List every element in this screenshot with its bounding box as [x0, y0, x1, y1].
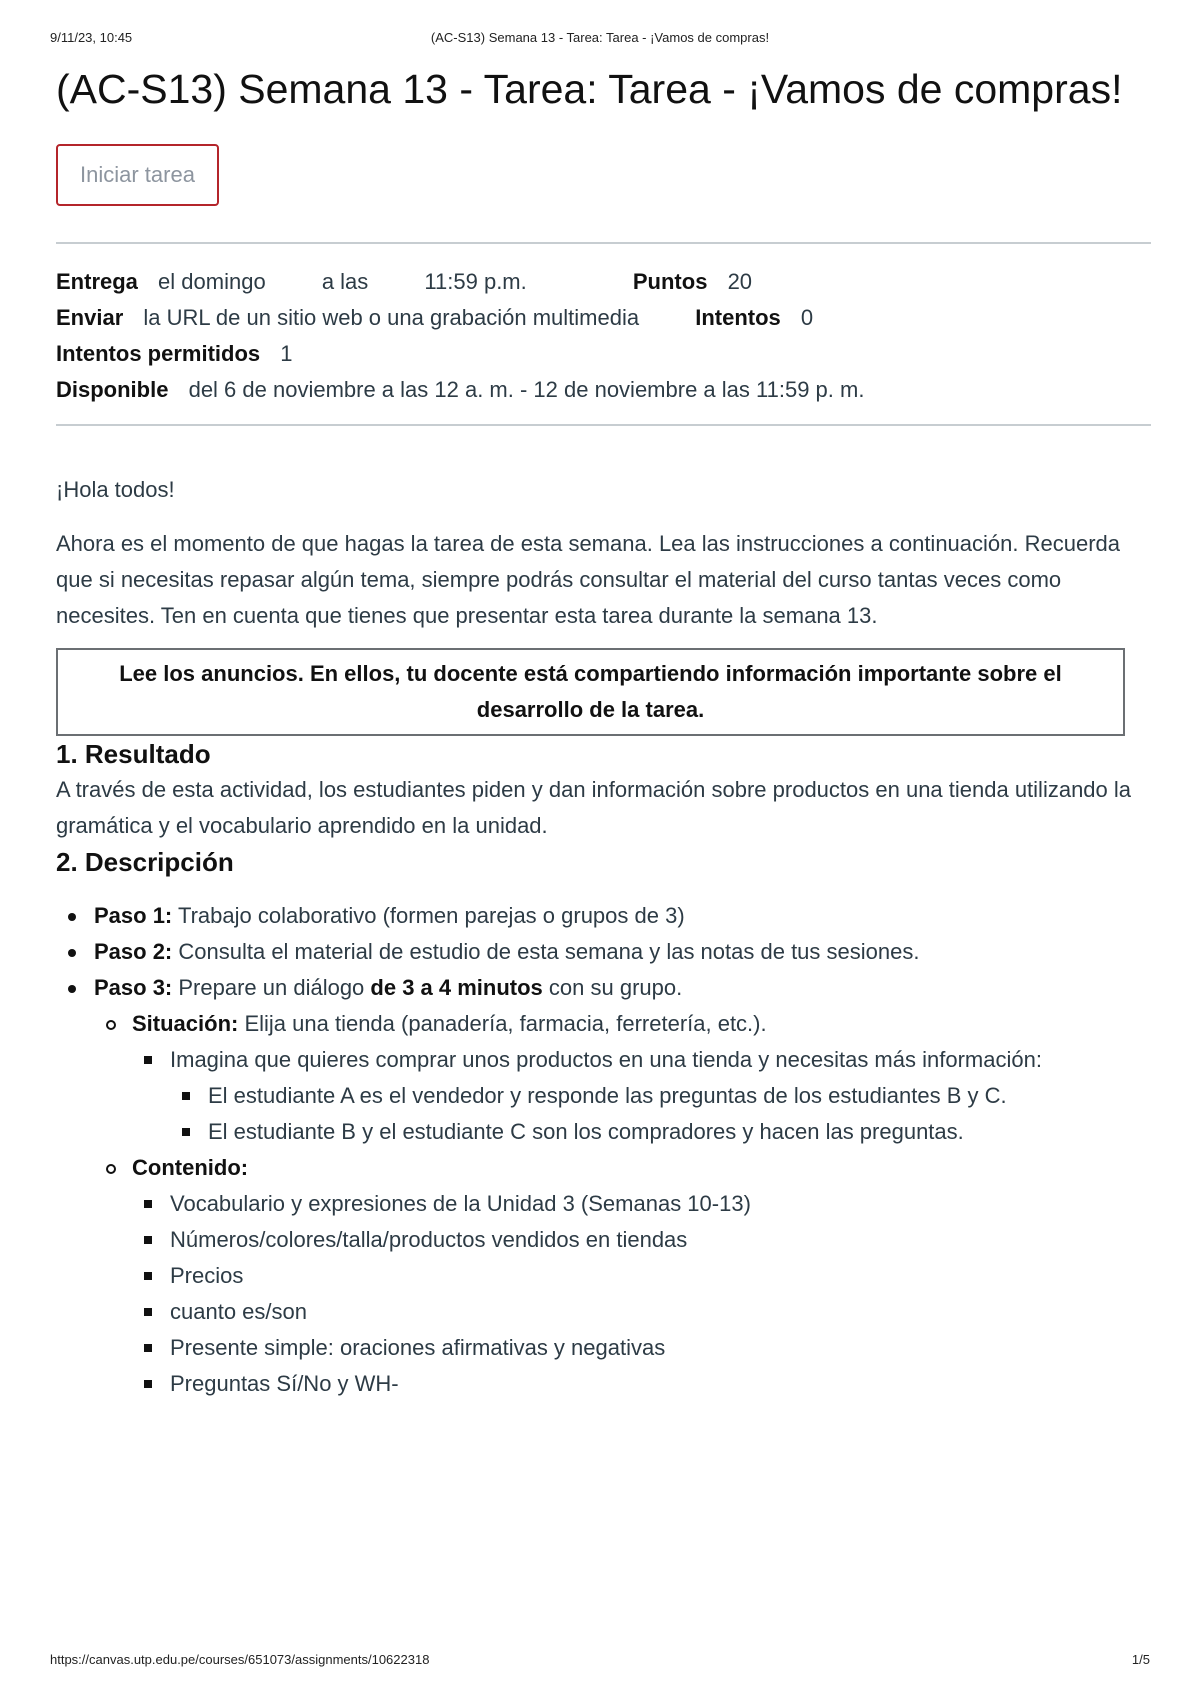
list-item [94, 1006, 1151, 1150]
list-item: Precios [132, 1258, 1151, 1294]
situation-sublist [132, 1042, 1151, 1150]
situation-label: Situación: [132, 1011, 239, 1036]
step-label: Paso 2: [94, 939, 173, 964]
list-item [56, 934, 1151, 970]
list-item: Presente simple: oraciones afirmativas y negativas [132, 1330, 1151, 1366]
steps-list [56, 898, 1151, 1402]
available-value: del 6 de noviembre a las 12 a. m. - 12 de noviembre a las 11:59 p. m. [188, 377, 865, 402]
attempts-value: 0 [800, 305, 814, 330]
list-item: Vocabulario y expresiones de la Unidad 3 (Semanas 10-13) [132, 1186, 1151, 1222]
divider [56, 424, 1151, 426]
step-text: Consulta el material de estudio de esta semana y las notas de tus sesiones. [172, 939, 920, 964]
list-item [56, 970, 1151, 1402]
list-item [132, 1042, 1151, 1150]
step-text: Trabajo colaborativo (formen parejas o grupos de 3) [172, 903, 685, 928]
list-item: Preguntas Sí/No y WH- [132, 1366, 1151, 1402]
points-value: 20 [727, 269, 753, 294]
assignment-details [56, 244, 1151, 424]
points-label: Puntos [632, 269, 708, 294]
due-time: 11:59 p.m. [424, 269, 527, 294]
due-at: a las [321, 269, 369, 294]
list-item: El estudiante A es el vendedor y responde las preguntas de los estudiantes B y C. [170, 1078, 1151, 1114]
page-number: 1/5 [1131, 1652, 1150, 1667]
available-label: Disponible [56, 377, 169, 402]
list-item: El estudiante B y el estudiante C son los compradores y hacen las preguntas. [170, 1114, 1151, 1150]
details-row-available [56, 372, 1151, 408]
announcement-notice: Lee los anuncios. En ellos, tu docente está compartiendo información importante sobre el desarrollo de la tarea. [56, 648, 1125, 736]
allowed-attempts-value: 1 [280, 341, 293, 366]
submit-value: la URL de un sitio web o una grabación multimedia [143, 305, 640, 330]
list-item: Números/colores/talla/productos vendidos en tiendas [132, 1222, 1151, 1258]
content-label: Contenido: [132, 1155, 249, 1180]
section-heading-descripcion: 2. Descripción [56, 847, 234, 877]
step3-sublist [94, 1006, 1151, 1402]
section-heading-resultado: 1. Resultado [56, 739, 211, 769]
print-header [50, 30, 1150, 50]
step-text: con su grupo. [542, 975, 683, 1000]
details-row-due [56, 264, 1151, 300]
step-label: Paso 3: [94, 975, 173, 1000]
details-row-allowed [56, 336, 1151, 372]
allowed-attempts-label: Intentos permitidos [56, 341, 261, 366]
step-text: Prepare un diálogo [172, 975, 371, 1000]
situation-text: Elija una tienda (panadería, farmacia, ferretería, etc.). [238, 1011, 767, 1036]
assignment-description [56, 472, 1151, 1402]
print-date: 9/11/23, 10:45 [50, 30, 133, 45]
page-url: https://canvas.utp.edu.pe/courses/651073/assignments/10622318 [50, 1652, 430, 1667]
resultado-text: A través de esta actividad, los estudiantes piden y dan información sobre productos en una tienda utilizando la gramática y el vocabulario aprendido en la unidad. [56, 777, 1132, 838]
start-assignment-button[interactable]: Iniciar tarea [56, 144, 219, 206]
intro-text: Ahora es el momento de que hagas la tarea de esta semana. Lea las instrucciones a continuación. Recuerda que si necesitas repasar algún tema, siempre podrás consultar el material del curso tantas veces como necesites. Ten en cuenta que tienes que presentar esta tarea durante la semana 13. [56, 531, 1120, 628]
submit-label: Enviar [56, 305, 124, 330]
details-row-submit [56, 300, 1151, 336]
due-label: Entrega [56, 269, 138, 294]
step-label: Paso 1: [94, 903, 173, 928]
attempts-label: Intentos [695, 305, 781, 330]
greeting-text: ¡Hola todos! [56, 477, 175, 502]
assignment-content [56, 60, 1151, 1402]
page-title: (AC-S13) Semana 13 - Tarea: Tarea - ¡Vamos de compras! [56, 66, 1123, 112]
list-item: cuanto es/son [132, 1294, 1151, 1330]
roles-sublist [170, 1078, 1151, 1150]
content-sublist [132, 1186, 1151, 1402]
imagine-text: Imagina que quieres comprar unos productos en una tienda y necesitas más información: [170, 1047, 1042, 1072]
step-bold-text: de 3 a 4 minutos [370, 975, 543, 1000]
list-item [94, 1150, 1151, 1402]
print-title: (AC-S13) Semana 13 - Tarea: Tarea - ¡Vamos de compras! [430, 30, 770, 45]
print-footer [50, 1652, 1150, 1672]
list-item [56, 898, 1151, 934]
due-day: el domingo [158, 269, 266, 294]
